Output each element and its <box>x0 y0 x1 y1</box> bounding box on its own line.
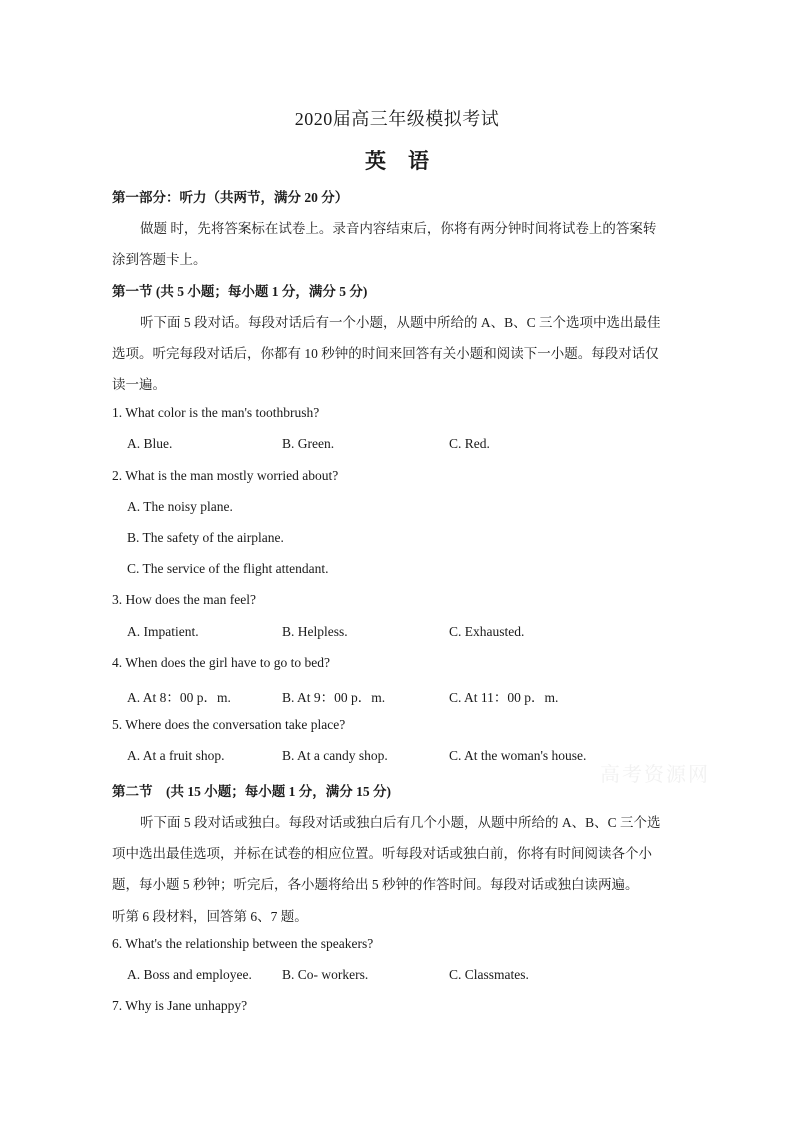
question-5-option-a: A. At a fruit shop. <box>127 748 225 763</box>
question-5: 5. Where does the conversation take place? <box>112 717 346 732</box>
subject-title: 英语 <box>365 149 451 173</box>
part1-intro-line1: 做题 时，先将答案标在试卷上。录音内容结束后，你将有两分钟时间将试卷上的答案转 <box>140 221 657 236</box>
section2-instruction-line1: 听下面 5 段对话或独白。每段对话或独白后有几个小题，从题中所给的 A、B、C 三个选 <box>140 815 661 830</box>
section1-instruction-line2: 选项。听完每段对话后，你都有 10 秒钟的时间来回答有关小题和阅读下一小题。每段对话仅 <box>112 346 659 361</box>
question-2-option-b: B. The safety of the airplane. <box>127 530 284 545</box>
question-3-option-a: A. Impatient. <box>127 624 199 639</box>
section1-instruction-line1: 听下面 5 段对话。每段对话后有一个小题，从题中所给的 A、B、C 三个选项中选出最佳 <box>140 315 661 330</box>
section1-instruction-line3: 读一遍。 <box>112 377 166 392</box>
question-7: 7. Why is Jane unhappy? <box>112 998 248 1013</box>
question-4: 4. When does the girl have to go to bed? <box>112 655 330 670</box>
question-3-option-c: C. Exhausted. <box>449 624 525 639</box>
part1-intro-line2: 涂到答题卡上。 <box>112 252 207 267</box>
question-5-option-b: B. At a candy shop. <box>282 748 388 763</box>
question-1: 1. What color is the man's toothbrush? <box>112 405 320 420</box>
question-1-option-b: B. Green. <box>282 436 335 451</box>
question-6-option-a: A. Boss and employee. <box>127 967 252 982</box>
question-6-option-c: C. Classmates. <box>449 967 529 982</box>
question-1-option-c: C. Red. <box>449 436 490 451</box>
question-4-option-b: B. At 9：00 p．m. <box>282 690 386 705</box>
watermark: 高考资源网 <box>600 762 710 786</box>
question-4-option-a: A. At 8：00 p．m. <box>127 690 231 705</box>
question-6-option-b: B. Co- workers. <box>282 967 369 982</box>
section2-instruction-line2: 项中选出最佳选项，并标在试卷的相应位置。听每段对话或独白前，你将有时间阅读各个小 <box>112 846 652 861</box>
question-1-option-a: A. Blue. <box>127 436 173 451</box>
question-2-option-a: A. The noisy plane. <box>127 499 233 514</box>
question-3: 3. How does the man feel? <box>112 592 256 607</box>
question-6: 6. What's the relationship between the speakers? <box>112 936 374 951</box>
section1-heading: 第一节 (共 5 小题；每小题 1 分，满分 5 分) <box>112 284 368 299</box>
question-5-option-c: C. At the woman's house. <box>449 748 587 763</box>
section2-heading: 第二节 (共 15 小题；每小题 1 分，满分 15 分) <box>112 784 391 799</box>
question-2-option-c: C. The service of the flight attendant. <box>127 561 329 576</box>
section2-instruction-line4: 听第 6 段材料，回答第 6、7 题。 <box>112 909 308 924</box>
section2-instruction-line3: 题，每小题 5 秒钟；听完后，各小题将给出 5 秒钟的作答时间。每段对话或独白读两遍。 <box>112 877 639 892</box>
part1-heading: 第一部分：听力（共两节，满分 20 分） <box>112 190 349 205</box>
question-4-option-c: C. At 11：00 p．m. <box>449 690 559 705</box>
question-3-option-b: B. Helpless. <box>282 624 348 639</box>
exam-title: 2020届高三年级模拟考试 <box>294 109 500 129</box>
question-2: 2. What is the man mostly worried about? <box>112 468 339 483</box>
